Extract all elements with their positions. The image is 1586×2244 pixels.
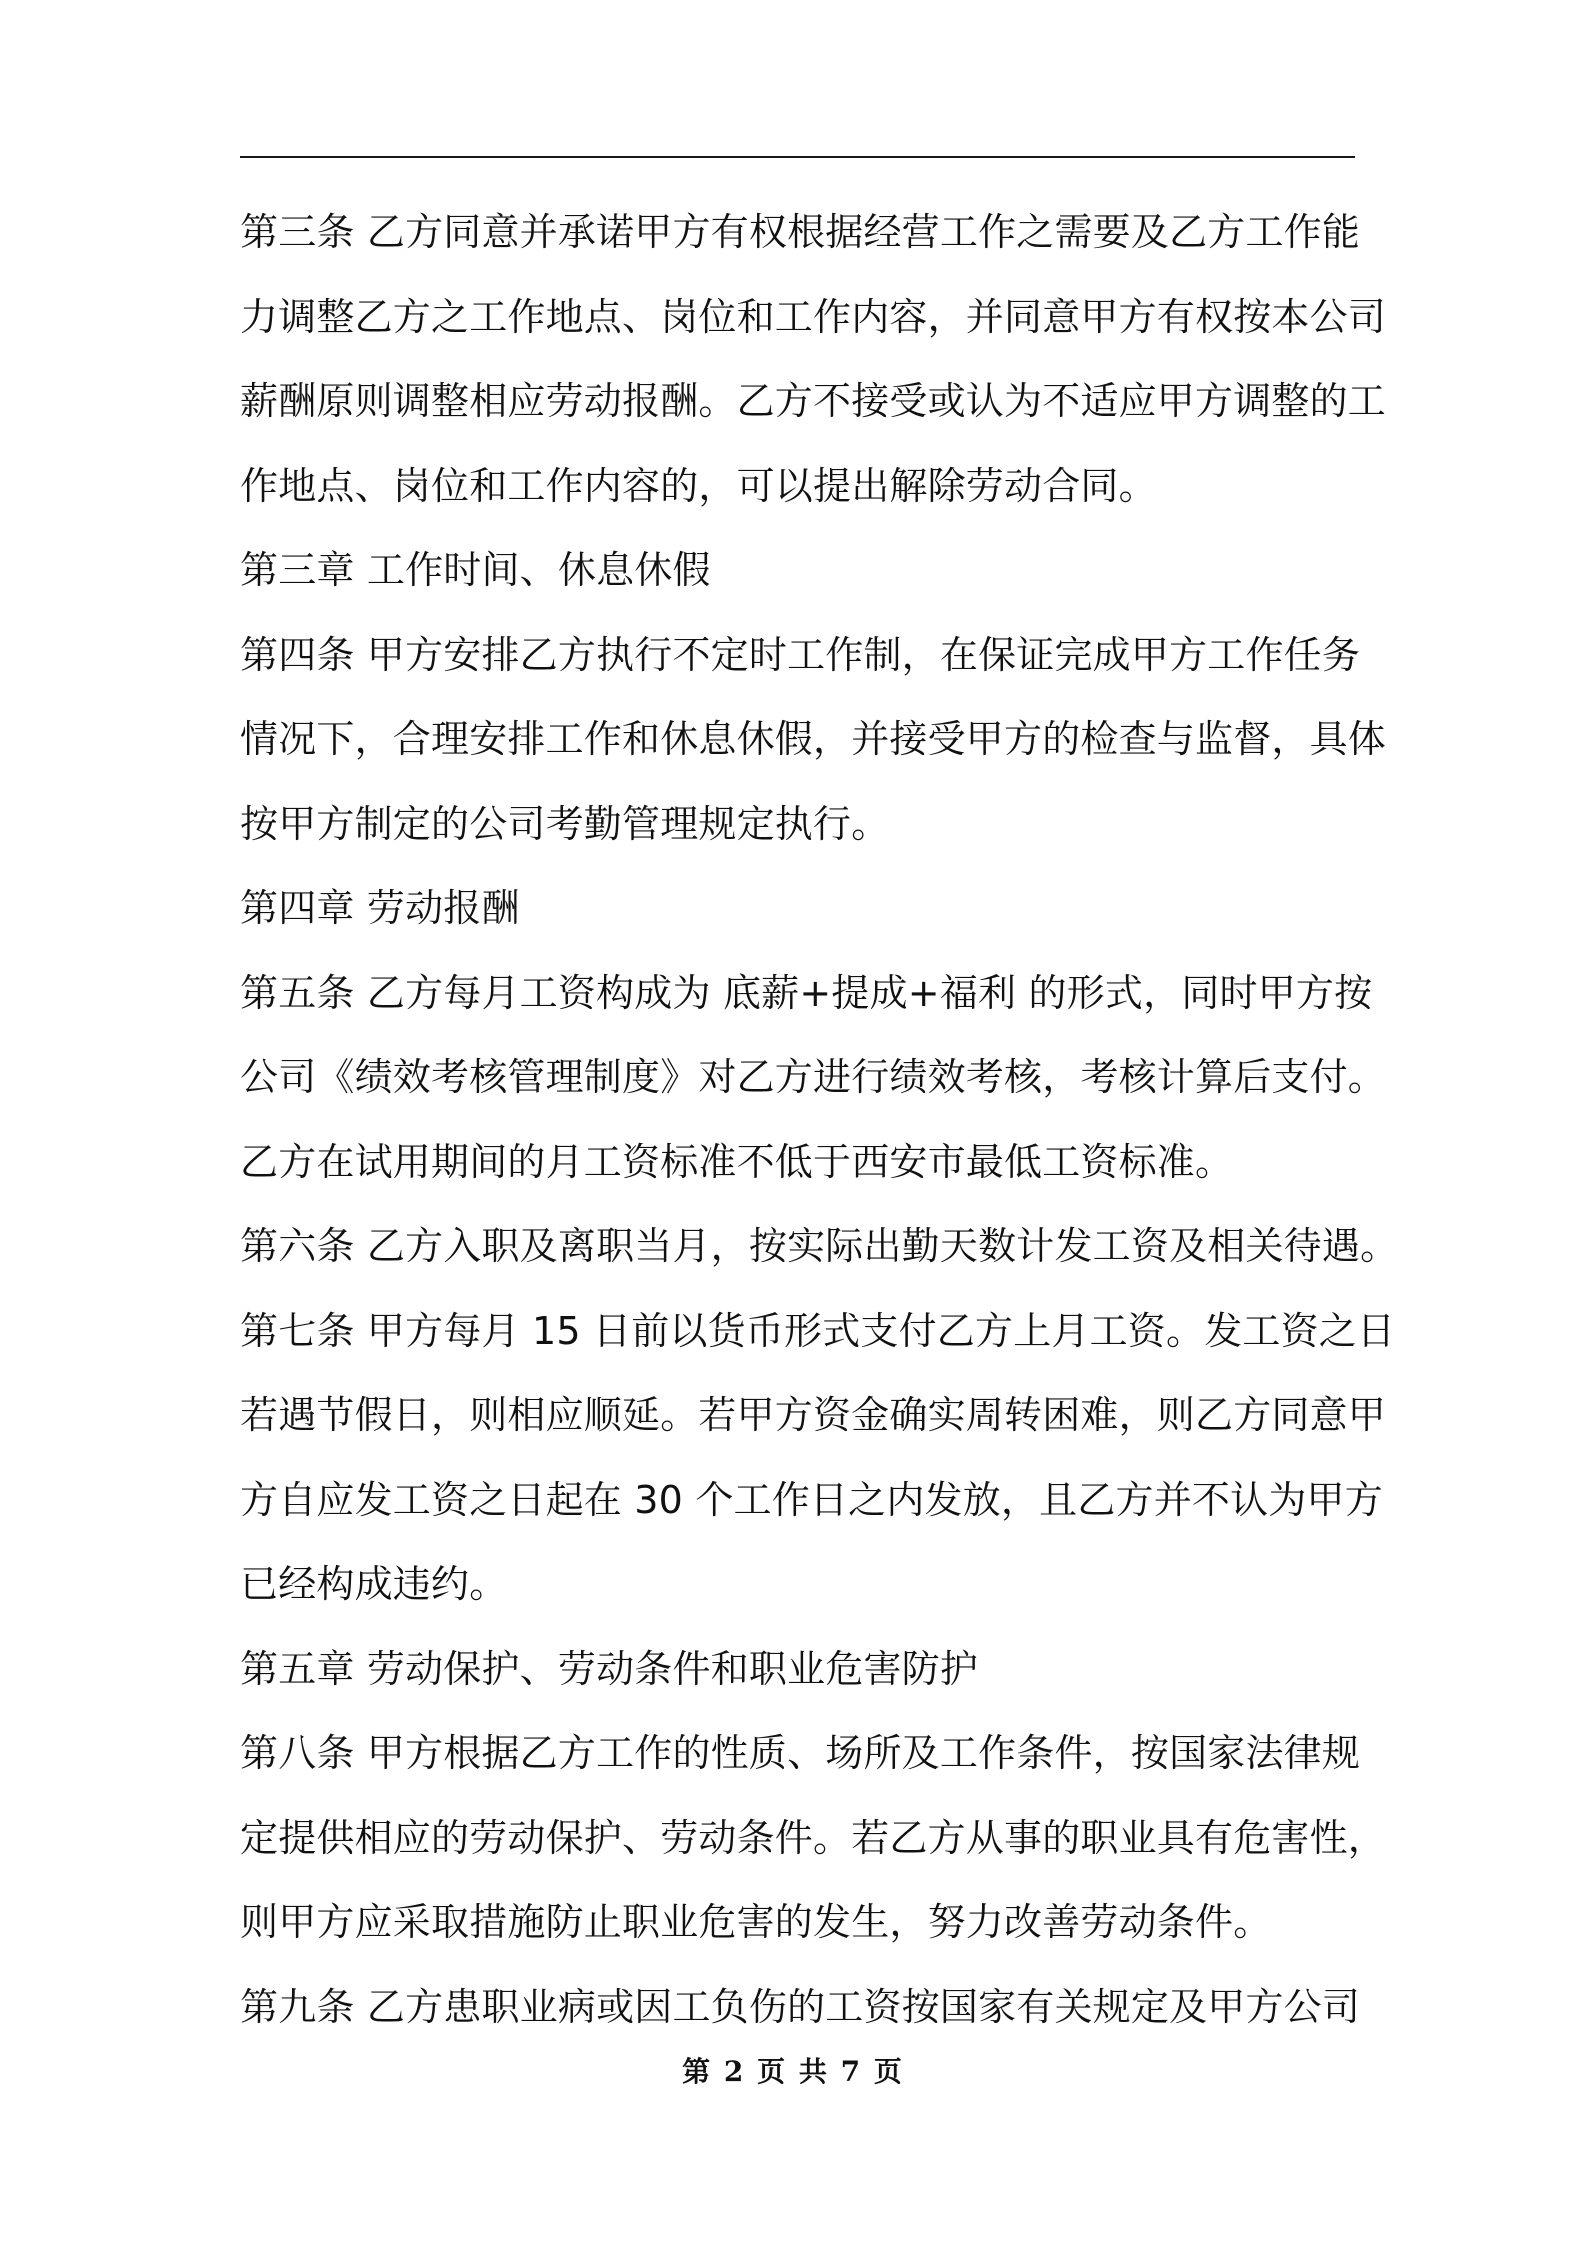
text-line: 已经构成违约。 <box>240 1562 508 1606</box>
text-line: 则甲方应采取措施防止职业危害的发生，努力改善劳动条件。 <box>240 1900 1272 1944</box>
text-line: 公司《绩效考核管理制度》对乙方进行绩效考核，考核计算后支付。 <box>240 1055 1387 1099</box>
header-rule <box>240 156 1355 158</box>
text-line: 第八条 甲方根据乙方工作的性质、场所及工作条件，按国家法律规 <box>240 1731 1361 1775</box>
text-line: 第五条 乙方每月工资构成为 底薪+提成+福利 的形式，同时甲方按 <box>240 970 1373 1015</box>
text-line: 力调整乙方之工作地点、岗位和工作内容，并同意甲方有权按本公司 <box>240 294 1387 339</box>
text-line: 乙方在试用期间的月工资标准不低于西安市最低工资标准。 <box>240 1139 1234 1184</box>
text-line: 若遇节假日，则相应顺延。若甲方资金确实周转困难，则乙方同意甲 <box>240 1393 1387 1437</box>
chapter-heading: 第五章 劳动保护、劳动条件和职业危害防护 <box>240 1646 979 1691</box>
text-line: 薪酬原则调整相应劳动报酬。乙方不接受或认为不适应甲方调整的工 <box>240 379 1387 423</box>
text-line: 第九条 乙方患职业病或因工负伤的工资按国家有关规定及甲方公司 <box>240 1984 1361 2029</box>
text-line: 情况下，合理安排工作和休息休假，并接受甲方的检查与监督，具体 <box>240 717 1387 761</box>
page-footer <box>0 2050 1586 2090</box>
text-line: 第三条 乙方同意并承诺甲方有权根据经营工作之需要及乙方工作能 <box>240 210 1361 254</box>
document-body <box>240 190 1399 2049</box>
page-number: 第 2 页 共 7 页 <box>682 2055 904 2088</box>
chapter-heading: 第三章 工作时间、休息休假 <box>240 548 711 592</box>
text-line: 定提供相应的劳动保护、劳动条件。若乙方从事的职业具有危害性， <box>240 1815 1387 1860</box>
text-line: 作地点、岗位和工作内容的，可以提出解除劳动合同。 <box>240 463 1157 508</box>
text-line: 第七条 甲方每月 15 日前以货币形式支付乙方上月工资。发工资之日 <box>240 1308 1396 1353</box>
text-line: 按甲方制定的公司考勤管理规定执行。 <box>240 801 890 846</box>
text-line: 第四条 甲方安排乙方执行不定时工作制，在保证完成甲方工作任务 <box>240 632 1361 677</box>
text-line: 方自应发工资之日起在 30 个工作日之内发放，且乙方并不认为甲方 <box>240 1477 1383 1522</box>
text-line: 第六条 乙方入职及离职当月，按实际出勤天数计发工资及相关待遇。 <box>240 1224 1399 1268</box>
chapter-heading: 第四章 劳动报酬 <box>240 886 520 930</box>
